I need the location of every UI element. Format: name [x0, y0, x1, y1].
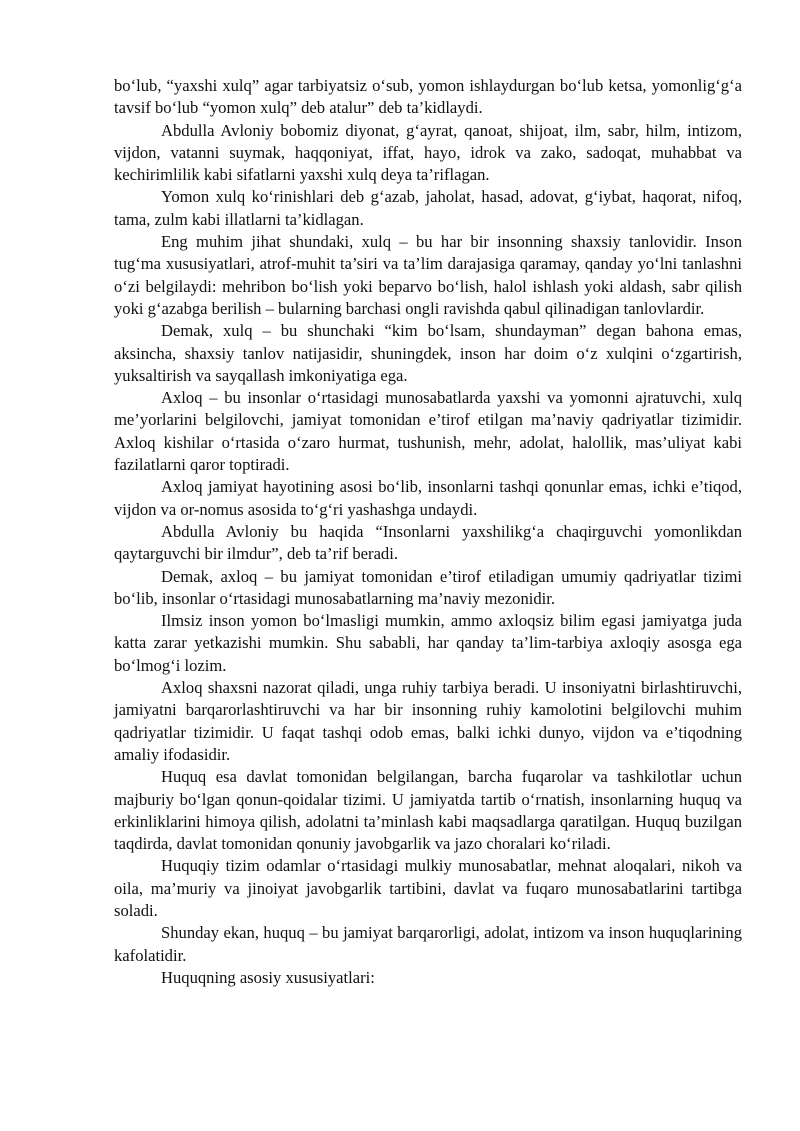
- document-page: [114, 75, 742, 989]
- paragraph-avloniy-quote: Abdulla Avloniy bu haqida “Insonlarni yaxshilikg‘a chaqirguvchi yomonlikdan qaytarguvchi bir ilmdur”, deb ta’rif beradi.: [114, 521, 742, 564]
- paragraph-conclusion-axloq: Demak, axloq – bu jamiyat tomonidan e’tirof etiladigan umumiy qadriyatlar tizimi bo‘lib, insonlar o‘rtasidagi munosabatlarning ma’naviy mezonidir.: [114, 566, 742, 608]
- paragraph-avloniy-virtues: Abdulla Avloniy bobomiz diyonat, g‘ayrat, qanoat, shijoat, ilm, sabr, hilm, intizom, vijdon, vatanni suymak, haqqoniyat, iffat, hayo, idrok va zako, sadoqat, muhabbat va kechirimlilik kabi sifatlarni yaxshi xulq deya ta’riflagan.: [114, 120, 742, 185]
- paragraph-huquq-features-heading: Huquqning asosiy xususiyatlari:: [161, 967, 375, 987]
- paragraph-bad-character: Yomon xulq ko‘rinishlari deb g‘azab, jaholat, hasad, adovat, g‘iybat, haqorat, nifoq, tama, zulm kabi illatlarni ta’kidlagan.: [114, 187, 742, 229]
- paragraph-legal-system: Huquqiy tizim odamlar o‘rtasidagi mulkiy munosabatlar, mehnat aloqalari, nikoh va oila, ma’muriy va jinoiyat javobgarlik tartibini, davlat va fuqaro munosabatlarini tartibga soladi.: [114, 856, 742, 920]
- paragraph-axloq-definition: Axloq – bu insonlar o‘rtasidagi munosabatlarda yaxshi va yomonni ajratuvchi, xulq me’yorlarini belgilovchi, jamiyat tomonidan e’tirof etilgan ma’naviy qadriyatlar tizimidir. Axloq kishilar o‘rtasida o‘zaro hurmat, tushunish, mehr, adolat, halollik, mas’uliyat kabi fazilatlarni qaror toptiradi.: [114, 388, 742, 475]
- paragraph-personal-choice: Eng muhim jihat shundaki, xulq – bu har bir insonning shaxsiy tanlovidir. Inson tug‘ma xususiyatlari, atrof-muhit ta’siri va ta’lim darajasiga qaramay, qanday yo‘lni tanlashni o‘zi belgilaydi: mehribon bo‘lish yoki beparvo bo‘lish, halol ishlash yoki aldash, sabr qilish yoki g‘azabga berilish – bularning barchasi ongli ravishda qabul qilinadigan tanlovlardir.: [114, 232, 742, 318]
- paragraph-conclusion-xulq: Demak, xulq – bu shunchaki “kim bo‘lsam, shundayman” degan bahona emas, aksincha, shaxsiy tanlov natijasidir, shuningdek, inson har doim o‘z xulqini o‘zgartirish, yuksaltirish va sayqallash imkoniyatiga ega.: [114, 321, 742, 385]
- paragraph-knowledge-ethics: Ilmsiz inson yomon bo‘lmasligi mumkin, ammo axloqsiz bilim egasi jamiyatga juda katta zarar yetkazishi mumkin. Shu sababli, har qanday ta’lim-tarbiya axloqiy asosga ega bo‘lmog‘i lozim.: [114, 611, 742, 675]
- paragraph-huquq-definition: Huquq esa davlat tomonidan belgilangan, barcha fuqarolar va tashkilotlar uchun majburiy bo‘lgan qonun-qoidalar tizimi. U jamiyatda tartib o‘rnatish, insonlarning huquq va erkinliklarini himoya qilish, adolatni ta’minlash kabi maqsadlarga qaratilgan. Huquq buzilgan taqdirda, davlat tomonidan qonuniy javobgarlik va jazo choralari ko‘riladi.: [114, 767, 742, 854]
- paragraph-conclusion-huquq: Shunday ekan, huquq – bu jamiyat barqarorligi, adolat, intizom va inson huquqlarining kafolatidir.: [114, 923, 742, 965]
- paragraph-continuation: bo‘lub, “yaxshi xulq” agar tarbiyatsiz o‘sub, yomon ishlaydurgan bo‘lub ketsa, yomonlig‘g‘a tavsif bo‘lub “yomon xulq” deb atalur” deb ta’kidlaydi.: [114, 76, 742, 118]
- paragraph-axloq-control: Axloq shaxsni nazorat qiladi, unga ruhiy tarbiya beradi. U insoniyatni birlashtiruvchi, jamiyatni barqarorlashtiruvchi va har bir insonning ruhiy kamolotini belgilovchi muhim qadriyatlar tizimidir. U faqat tashqi odob emas, balki ichki dunyo, vijdon va e’tiqodning amaliy ifodasidir.: [114, 678, 742, 764]
- paragraph-axloq-basis: Axloq jamiyat hayotining asosi bo‘lib, insonlarni tashqi qonunlar emas, ichki e’tiqod, vijdon va or-nomus asosida to‘g‘ri yashashga undaydi.: [114, 477, 742, 519]
